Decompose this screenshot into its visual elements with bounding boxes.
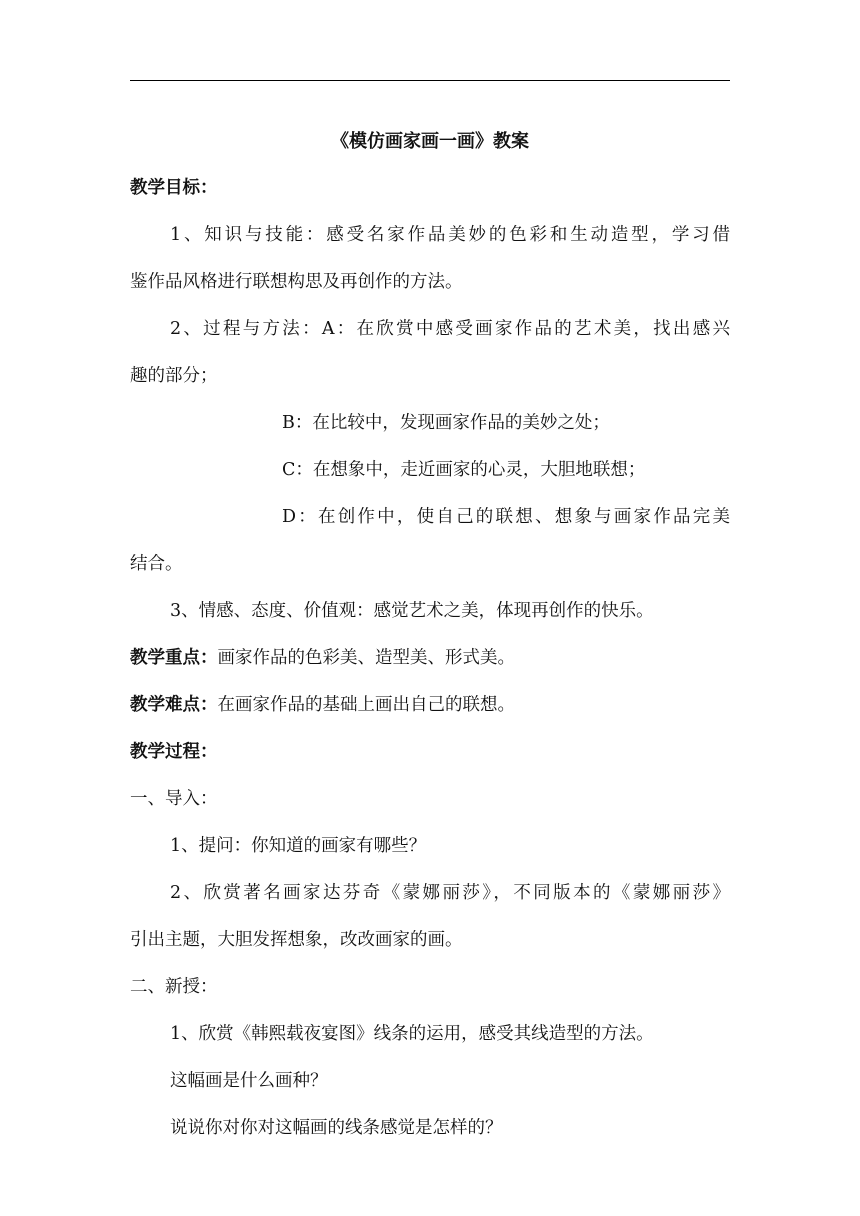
- objective-3: 3、情感、态度、价值观：感觉艺术之美，体现再创作的快乐。: [170, 601, 654, 621]
- difficulty-text: 在画家作品的基础上画出自己的联想。: [217, 695, 515, 715]
- objective-2-c: C：在想象中，走近画家的心灵，大胆地联想；: [282, 460, 646, 480]
- objective-2-d-line-2: 结合。: [130, 554, 183, 574]
- header-rule: [130, 80, 730, 81]
- objective-2-d-line-1: D：在创作中，使自己的联想、想象与画家作品完美: [282, 507, 730, 527]
- document-title: 《模仿画家画一画》教案: [331, 131, 529, 152]
- section-2-question-2: 说说你对你对这幅画的线条感觉是怎样的？: [170, 1118, 503, 1138]
- difficulty-label: 教学难点：: [130, 695, 218, 715]
- section-2-item-1: 1、欣赏《韩熙载夜宴图》线条的运用，感受其线造型的方法。: [170, 1024, 654, 1044]
- key-point: [130, 635, 730, 682]
- key-point-text: 画家作品的色彩美、造型美、形式美。: [217, 648, 515, 668]
- section-1-item-2-line-2: 引出主题，大胆发挥想象，改改画家的画。: [130, 930, 463, 950]
- key-point-label: 教学重点：: [130, 648, 218, 668]
- document-body: [130, 118, 730, 1152]
- difficulty: [130, 682, 730, 729]
- objective-1-line-1: 1、知识与技能：感受名家作品美妙的色彩和生动造型，学习借: [170, 225, 730, 245]
- section-2-question-1: 这幅画是什么画种？: [170, 1071, 328, 1091]
- section-1-item-2-line-1: 2、欣赏著名画家达芬奇《蒙娜丽莎》，不同版本的《蒙娜丽莎》: [170, 883, 730, 903]
- objective-2-b: B：在比较中，发现画家作品的美妙之处；: [282, 413, 610, 433]
- section-1-heading: 一、导入：: [130, 789, 218, 809]
- section-2-heading: 二、新授：: [130, 977, 218, 997]
- objective-1-line-2: 鉴作品风格进行联想构思及再创作的方法。: [130, 272, 463, 292]
- process-heading: 教学过程：: [130, 742, 218, 762]
- objective-2-line-1: 2、过程与方法：A：在欣赏中感受画家作品的艺术美，找出感兴: [170, 319, 730, 339]
- section-1-item-1: 1、提问：你知道的画家有哪些？: [170, 836, 427, 856]
- objectives-heading: 教学目标：: [130, 178, 218, 198]
- objective-2-line-2: 趣的部分；: [130, 366, 218, 386]
